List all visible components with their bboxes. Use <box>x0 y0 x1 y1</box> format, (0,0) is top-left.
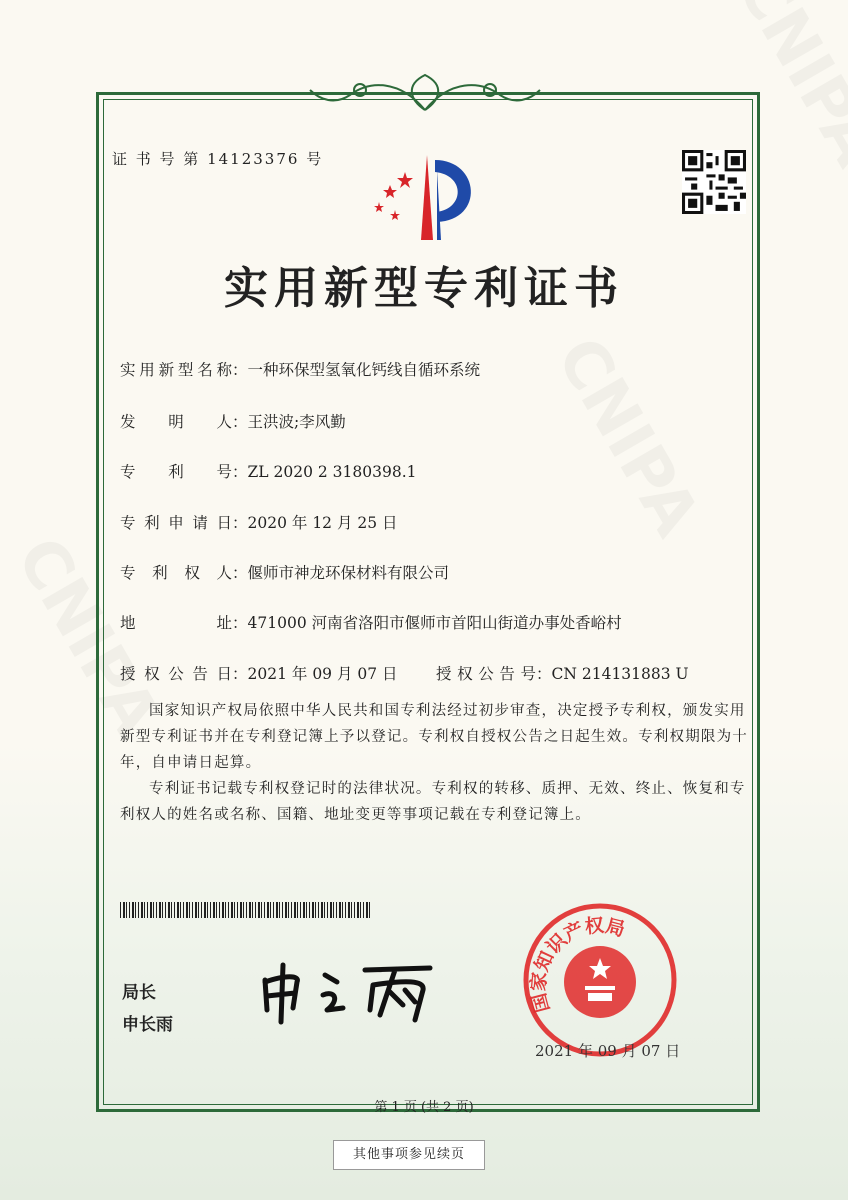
field-value: 王洪波;李风勤 <box>247 413 346 431</box>
field-label: 地址 <box>120 614 232 632</box>
field-value: 471000 河南省洛阳市偃师市首阳山街道办事处香峪村 <box>247 614 622 632</box>
field-application-date <box>120 511 398 533</box>
colon: ： <box>232 413 248 431</box>
barcode <box>120 902 370 918</box>
field-label: 专利申请日 <box>120 514 232 532</box>
see-continuation-label: 其他事项参见续页 <box>333 1140 485 1170</box>
cnipa-logo <box>365 150 490 250</box>
field-label: 专利权人 <box>120 564 232 582</box>
page-title: 实用新型专利证书 <box>224 263 624 314</box>
director-title: 局长 <box>122 983 156 1003</box>
colon: ： <box>232 564 248 582</box>
field-label: 发明人 <box>120 413 232 431</box>
colon: ： <box>232 463 248 481</box>
colon: ： <box>232 514 248 532</box>
field-grant-number <box>436 662 689 684</box>
field-value: 偃师市神龙环保材料有限公司 <box>247 564 450 582</box>
field-patentee <box>120 561 449 583</box>
field-value: 2020 年 12 月 25 日 <box>247 514 398 532</box>
field-value: 一种环保型氢氧化钙线自循环系统 <box>247 361 481 379</box>
field-label: 专利号 <box>120 463 232 481</box>
director-name: 申长雨 <box>122 1015 173 1035</box>
field-patent-number <box>120 460 417 482</box>
seal-text: 国家知识产权局 <box>527 914 628 1015</box>
field-label: 实用新型名称 <box>120 361 232 379</box>
official-seal <box>520 900 680 1060</box>
colon: ： <box>232 614 248 632</box>
qr-code <box>682 150 746 214</box>
signature <box>255 960 440 1025</box>
field-value: ZL 2020 2 3180398.1 <box>247 463 417 481</box>
field-label: 授权公告号 <box>436 665 536 683</box>
field-utility-model-name <box>120 358 480 380</box>
certificate-statement <box>120 698 750 828</box>
seal-date: 2021 年 09 月 07 日 <box>535 1042 681 1060</box>
colon: ： <box>232 665 248 683</box>
statement-paragraph: 专利证书记载专利权登记时的法律状况。专利权的转移、质押、无效、终止、恢复和专利权人的姓名或名称、国籍、地址变更等事项记载在专利登记簿上。 <box>120 781 746 823</box>
statement-paragraph: 国家知识产权局依照中华人民共和国专利法经过初步审查，决定授予专利权，颁发实用新型专利证书并在专利登记簿上予以登记。专利权自授权公告之日起生效。专利权期限为十年，自申请日起算。 <box>120 703 748 771</box>
colon: ： <box>536 665 552 683</box>
certificate-number: 证 书 号 第 14123376 号 <box>112 150 324 168</box>
field-address <box>120 611 622 633</box>
field-value: CN 214131883 U <box>551 665 689 683</box>
field-label: 授权公告日 <box>120 665 232 683</box>
field-inventor <box>120 410 346 432</box>
floral-ornament-icon <box>300 70 550 120</box>
field-value: 2021 年 09 月 07 日 <box>247 665 398 683</box>
page-number: 第 1 页 (共 2 页) <box>374 1100 474 1115</box>
colon: ： <box>232 361 248 379</box>
field-grant-date <box>120 662 398 684</box>
